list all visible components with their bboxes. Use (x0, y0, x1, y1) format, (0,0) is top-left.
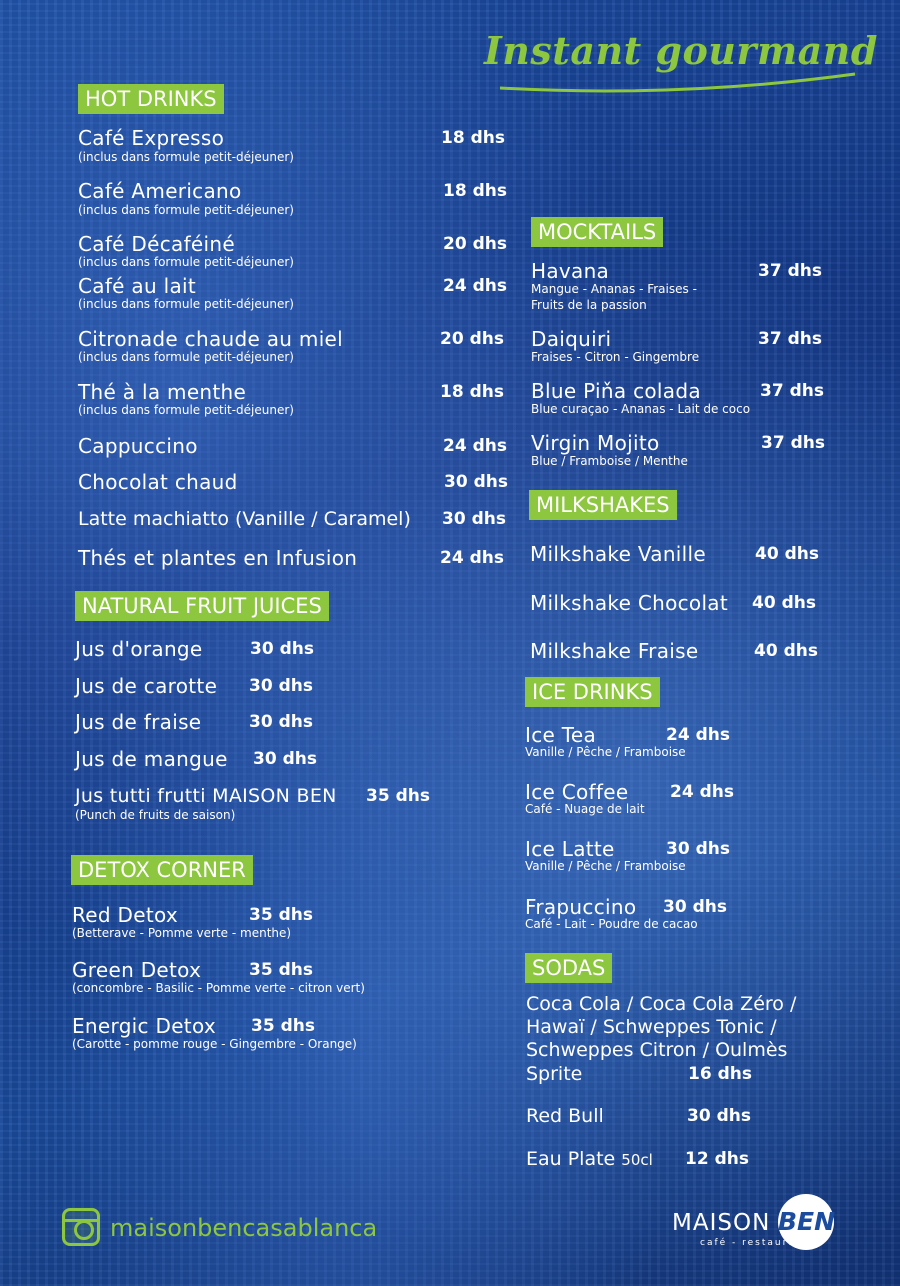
item-price: 24 dhs (666, 725, 730, 745)
logo-word: MAISON (672, 1210, 771, 1236)
sodas-heading: SODAS (525, 953, 612, 983)
item-note: (inclus dans formule petit-déjeuner) (78, 350, 294, 364)
item-name: Jus d'orange (75, 637, 203, 661)
item-name: Café Décaféiné (78, 232, 235, 256)
logo-tagline: café - restaurant (700, 1238, 810, 1248)
item-note: (inclus dans formule petit-déjeuner) (78, 255, 294, 269)
item-name: Daiquiri (531, 327, 612, 351)
item-price: 30 dhs (666, 839, 730, 859)
item-price: 24 dhs (443, 436, 507, 456)
item-note: (Betterave - Pomme verte - menthe) (72, 926, 292, 940)
item-name: Jus de mangue (75, 747, 228, 771)
water-unit: 50cl (621, 1151, 653, 1169)
hot-drinks-heading: HOT DRINKS (78, 84, 224, 114)
item-price: 24 dhs (443, 276, 507, 296)
item-note: Café - Lait - Poudre de cacao (525, 917, 698, 931)
item-note: Blue / Framboise / Menthe (531, 454, 688, 468)
item-price: 30 dhs (249, 676, 313, 696)
item-price: 30 dhs (250, 639, 314, 659)
item-name: Chocolat chaud (78, 470, 238, 494)
item-price: 12 dhs (685, 1149, 749, 1169)
item-note: Fraises - Citron - Gingembre (531, 350, 700, 364)
item-note: Vanille / Pêche / Framboise (525, 859, 686, 873)
milkshakes-heading: MILKSHAKES (529, 490, 677, 520)
item-name: Latte machiatto (Vanille / Caramel) (78, 508, 411, 530)
item-note: Café - Nuage de lait (525, 802, 645, 816)
item-name: Jus tutti frutti MAISON BEN (75, 785, 337, 807)
item-name: Energic Detox (72, 1014, 216, 1038)
item-note: Fruits de la passion (531, 298, 647, 312)
item-name: Jus de fraise (75, 710, 202, 734)
item-name: Milkshake Vanille (530, 542, 706, 566)
water-name: Eau Plate (526, 1148, 616, 1170)
mocktails-heading: MOCKTAILS (531, 217, 663, 247)
juices-heading: NATURAL FRUIT JUICES (75, 591, 329, 621)
item-name: Jus de carotte (75, 674, 218, 698)
sodas-line: Hawaï / Schweppes Tonic / (526, 1016, 777, 1038)
item-price: 24 dhs (670, 782, 734, 802)
item-price: 24 dhs (440, 548, 504, 568)
detox-heading: DETOX CORNER (71, 855, 253, 885)
item-note: (inclus dans formule petit-déjeuner) (78, 403, 294, 417)
item-name: Café au lait (78, 274, 197, 298)
item-name: Virgin Mojito (531, 431, 660, 455)
item-note: (inclus dans formule petit-déjeuner) (78, 203, 294, 217)
logo-badge: BEN (778, 1194, 834, 1250)
item-price: 30 dhs (444, 472, 508, 492)
item-price: 30 dhs (663, 897, 727, 917)
item-price: 30 dhs (253, 749, 317, 769)
item-price: 37 dhs (761, 433, 825, 453)
item-name: Red Bull (526, 1105, 604, 1127)
item-note: (inclus dans formule petit-déjeuner) (78, 150, 294, 164)
item-price: 20 dhs (440, 329, 504, 349)
item-price: 35 dhs (249, 905, 313, 925)
item-note: Vanille / Pêche / Framboise (525, 745, 686, 759)
brand-title: Instant gourmand (484, 28, 878, 73)
sodas-line: Schweppes Citron / Oulmès (526, 1039, 788, 1061)
item-price: 37 dhs (758, 261, 822, 281)
item-price: 37 dhs (758, 329, 822, 349)
item-name: Citronade chaude au miel (78, 327, 344, 351)
item-name: Milkshake Fraise (530, 639, 699, 663)
item-name: Blue Piňa colada (531, 379, 701, 403)
sodas-line: Coca Cola / Coca Cola Zéro / (526, 993, 797, 1015)
instagram-handle[interactable]: maisonbencasablanca (110, 1214, 378, 1242)
item-price: 30 dhs (687, 1106, 751, 1126)
item-price: 40 dhs (752, 593, 816, 613)
item-price: 18 dhs (443, 181, 507, 201)
item-note: Blue curaçao - Ananas - Lait de coco (531, 402, 751, 416)
item-price: 40 dhs (754, 641, 818, 661)
item-name (526, 1148, 653, 1171)
item-price: 16 dhs (688, 1064, 752, 1084)
item-name: Café Americano (78, 179, 242, 203)
item-name: Ice Tea (525, 723, 597, 747)
brand-swoosh (500, 66, 860, 96)
item-name: Green Detox (72, 958, 202, 982)
ice-drinks-heading: ICE DRINKS (525, 677, 660, 707)
item-price: 40 dhs (755, 544, 819, 564)
item-name: Ice Latte (525, 837, 615, 861)
item-price: 20 dhs (443, 234, 507, 254)
item-name: Thés et plantes en Infusion (78, 546, 358, 570)
instagram-icon[interactable] (62, 1208, 100, 1246)
item-note: (concombre - Basilic - Pomme verte - citron vert) (72, 981, 365, 995)
item-name: Café Expresso (78, 126, 225, 150)
item-name: Ice Coffee (525, 780, 629, 804)
item-note: (Carotte - pomme rouge - Gingembre - Orange) (72, 1037, 357, 1051)
item-name: Red Detox (72, 903, 179, 927)
item-price: 30 dhs (249, 712, 313, 732)
item-name: Thé à la menthe (78, 380, 247, 404)
item-note: (Punch de fruits de saison) (75, 808, 236, 822)
item-price: 18 dhs (440, 382, 504, 402)
sodas-line: Sprite (526, 1063, 583, 1085)
item-note: (inclus dans formule petit-déjeuner) (78, 297, 294, 311)
item-price: 35 dhs (249, 960, 313, 980)
item-price: 30 dhs (442, 509, 506, 529)
item-price: 35 dhs (366, 786, 430, 806)
item-note: Mangue - Ananas - Fraises - (531, 282, 697, 296)
item-price: 18 dhs (441, 128, 505, 148)
item-name: Havana (531, 259, 610, 283)
item-name: Cappuccino (78, 434, 198, 458)
item-price: 35 dhs (251, 1016, 315, 1036)
item-name: Frapuccino (525, 895, 637, 919)
item-price: 37 dhs (760, 381, 824, 401)
item-name: Milkshake Chocolat (530, 591, 728, 615)
